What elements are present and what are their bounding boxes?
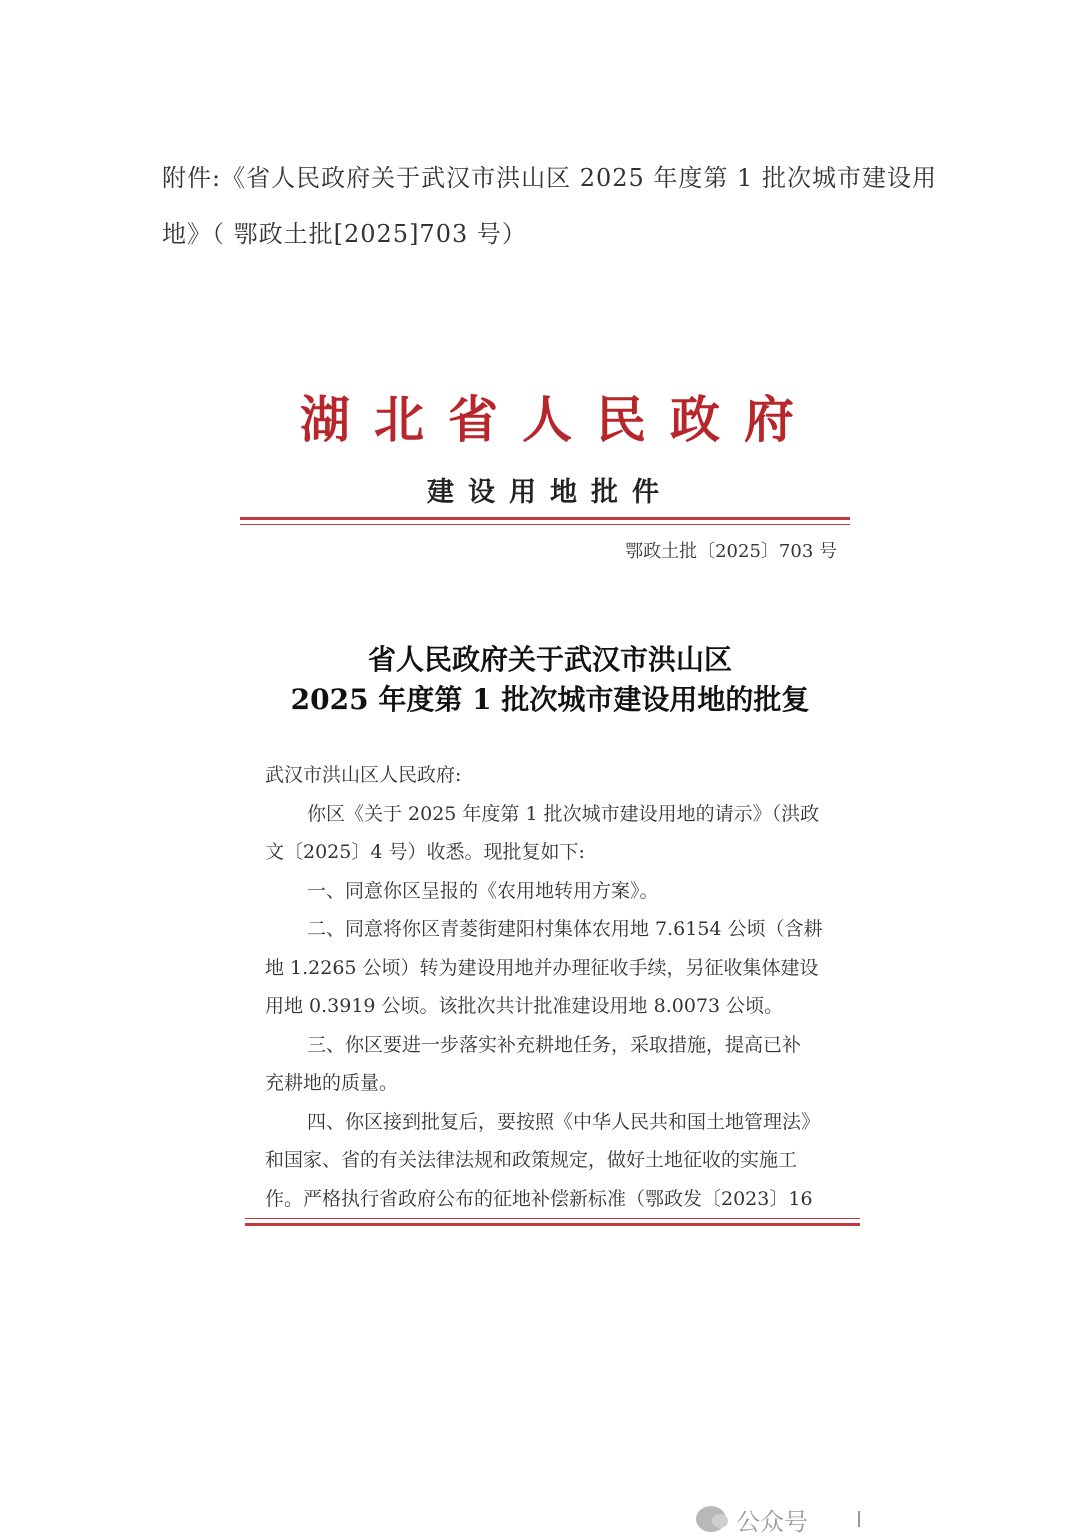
body-line: 二、同意将你区青菱街建阳村集体农用地 7.6154 公顷（含耕: [307, 918, 823, 940]
body-line: 文〔2025〕4 号）收悉。现批复如下:: [265, 841, 585, 863]
document-title-line-2: 2025 年度第 1 批次城市建设用地的批复: [290, 683, 810, 716]
watermark: [696, 1504, 860, 1534]
body-line: 和国家、省的有关法律法规和政策规定，做好土地征收的实施工: [265, 1149, 798, 1171]
body-line: 用地 0.3919 公顷。该批次共计批准建设用地 8.0073 公顷。: [265, 995, 784, 1017]
watermark-separator: [858, 1511, 860, 1527]
document-title-line-1: 省人民政府关于武汉市洪山区: [367, 643, 732, 676]
body-line: 作。严格执行省政府公布的征地补偿新标准（鄂政发〔2023〕16: [265, 1187, 813, 1210]
letterhead-subtitle: 建设用地批件: [427, 477, 673, 508]
document-title: [250, 640, 850, 720]
red-rule-thin: [240, 524, 850, 525]
government-letterhead-title: 湖北省人民政府: [300, 390, 818, 449]
watermark-text: 公众号: [736, 1507, 808, 1536]
document-number: 鄂政土批〔2025〕703 号: [625, 541, 837, 562]
attachment-note: [162, 150, 937, 262]
body-line: 地 1.2265 公顷）转为建设用地并办理征收手续，另征收集体建设: [265, 956, 819, 979]
red-rule-thick: [240, 517, 850, 520]
recipient-line: 武汉市洪山区人民政府:: [265, 764, 462, 786]
attachment-line-1: 附件:《省人民政府关于武汉市洪山区 2025 年度第 1 批次城市建设用: [162, 164, 937, 192]
wechat-icon: [696, 1506, 726, 1532]
body-line: 一、同意你区呈报的《农用地转用方案》。: [307, 879, 659, 902]
body-line: 三、你区要进一步落实补充耕地任务，采取措施，提高已补: [307, 1033, 802, 1056]
body-line: 你区《关于 2025 年度第 1 批次城市建设用地的请示》（洪政: [307, 802, 820, 825]
body-line: 四、你区接到批复后，要按照《中华人民共和国土地管理法》: [307, 1110, 821, 1133]
body-line: 充耕地的质量。: [265, 1072, 399, 1094]
attachment-line-2: 地》（ 鄂政土批[2025]703 号）: [162, 220, 527, 248]
document-body: [265, 756, 845, 1218]
red-rule-bottom-thin: [245, 1218, 860, 1219]
red-rule-bottom-thick: [245, 1223, 860, 1226]
